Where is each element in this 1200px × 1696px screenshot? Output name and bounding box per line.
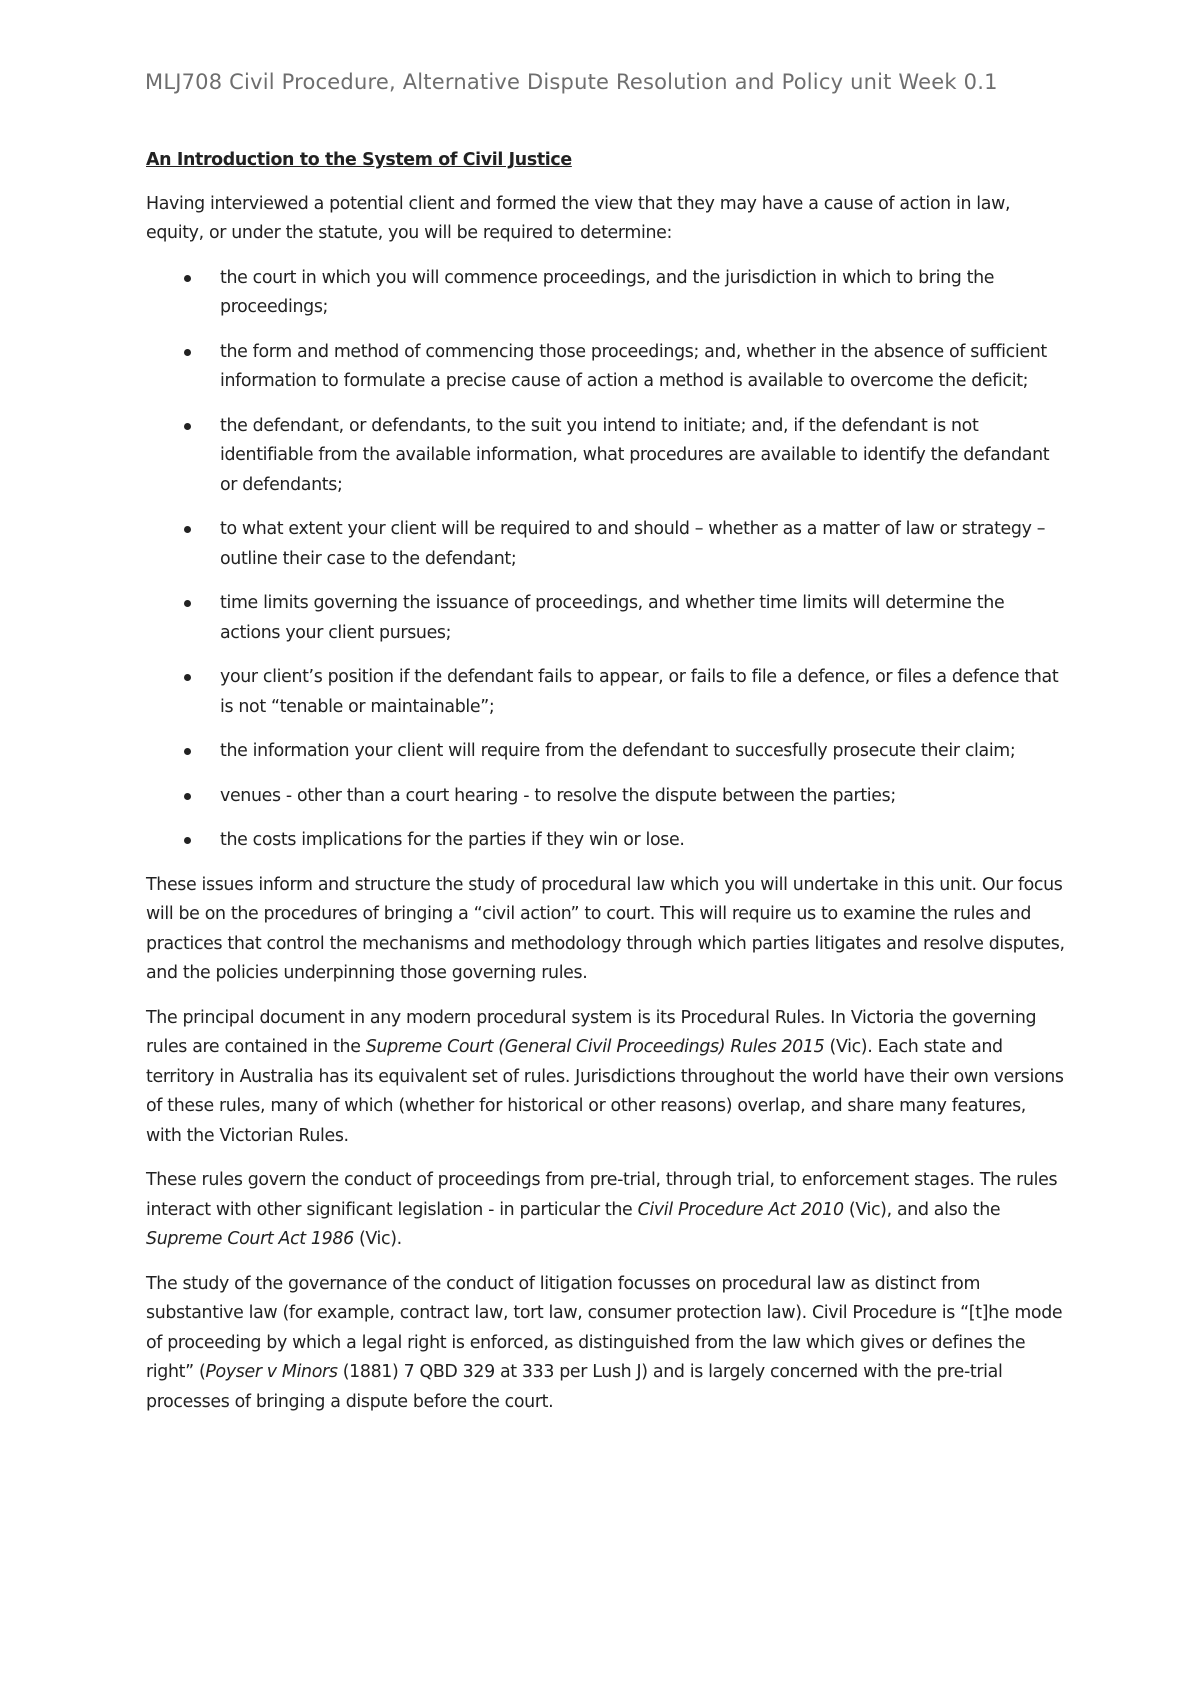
list-item-text: time limits governing the issuance of proceedings, and whether time limits will determine the actions your client pursues; (220, 593, 1005, 643)
text-run: (Vic). Each state and territory in Australia has its equivalent set of rules. Jurisdictions throughout the world have their own versions of these rules, many of which (whether for historical or other reasons) overlap, and share many features, with the Victorian Rules. (146, 1037, 1064, 1146)
page-header: MLJ708 Civil Procedure, Alternative Dispute Resolution and Policy unit Week 0.1 (145, 70, 998, 94)
list-item (146, 737, 1066, 767)
bullet-icon (184, 275, 191, 282)
statute-citation: Civil Procedure Act 2010 (637, 1199, 844, 1220)
section-title: An Introduction to the System of Civil Justice (146, 150, 572, 170)
text-run: (1881) 7 QBD 329 at 333 per Lush J) and is largely concerned with the pre-trial processes of bringing a dispute before the court. (146, 1362, 1003, 1412)
list-item-text: the court in which you will commence proceedings, and the jurisdiction in which to bring the proceedings; (220, 267, 995, 317)
text-run: (Vic), and also the (843, 1199, 1001, 1220)
bullet-icon (184, 349, 191, 356)
list-item-text: the information your client will require from the defendant to succesfully prosecute their claim; (220, 741, 1016, 761)
list-item (146, 515, 1066, 574)
bullet-icon (184, 793, 191, 800)
paragraph-procedural-rules (146, 1004, 1066, 1152)
list-item-text: your client’s position if the defendant fails to appear, or fails to file a defence, or files a defence that is not “tenable or maintainable”; (220, 667, 1059, 717)
list-item (146, 412, 1066, 501)
statute-citation: Supreme Court (General Civil Proceedings) Rules 2015 (365, 1037, 825, 1057)
list-item-text: venues - other than a court hearing - to resolve the dispute between the parties; (220, 785, 896, 806)
text-run: The study of the governance of the conduct of litigation focusses on procedural law as distinct from substantive law (for example, contract law, tort law, consumer protection law). Civil Procedure is “[t]he mode of proceeding by which a legal right is enforced, as distinguished from the law which gives or defines the right” ( (146, 1273, 1063, 1382)
paragraph-governance (146, 1270, 1066, 1418)
list-item (146, 264, 1066, 323)
text-run: These rules govern the conduct of proceedings from pre-trial, through trial, to enforcement stages. The rules interact with other significant legislation - in particular the (146, 1170, 1058, 1220)
bullet-icon (184, 674, 191, 681)
list-item-text: to what extent your client will be required to and should – whether as a matter of law or strategy – outline their case to the defendant; (220, 519, 1046, 569)
bullet-icon (184, 748, 191, 755)
paragraph-issues: These issues inform and structure the study of procedural law which you will undertake in this unit. Our focus will be on the procedures of bringing a “civil action” to court. This will require us to examine the rules and practices that control the mechanisms and methodology through which parties litigates and resolve disputes, and the policies underpinning those governing rules. (146, 874, 1065, 983)
text-run: The principal document in any modern procedural system is its Procedural Rules. In Victoria the governing rules are contained in the (146, 1007, 1037, 1057)
determination-list (146, 264, 1066, 856)
list-item (146, 338, 1066, 397)
text-run: (Vic). (353, 1229, 402, 1249)
list-item (146, 589, 1066, 648)
list-item (146, 826, 1066, 856)
list-item-text: the costs implications for the parties if they win or lose. (220, 830, 685, 850)
list-item-text: the defendant, or defendants, to the suit you intend to initiate; and, if the defendant is not identifiable from the available information, what procedures are available to identify the defandant or defendants; (220, 415, 1050, 495)
intro-paragraph: Having interviewed a potential client and formed the view that they may have a cause of action in law, equity, or under the statute, you will be required to determine: (146, 193, 1011, 243)
bullet-icon (184, 526, 191, 533)
bullet-icon (184, 423, 191, 430)
document-body (146, 146, 1066, 1432)
case-citation: Poyser v Minors (205, 1362, 338, 1382)
list-item (146, 663, 1066, 722)
list-item (146, 782, 1066, 812)
bullet-icon (184, 837, 191, 844)
bullet-icon (184, 600, 191, 607)
list-item-text: the form and method of commencing those proceedings; and, whether in the absence of sufficient information to formulate a precise cause of action a method is available to overcome the deficit; (220, 341, 1047, 391)
paragraph-rules-govern (146, 1166, 1066, 1255)
statute-citation: Supreme Court Act 1986 (146, 1229, 354, 1249)
